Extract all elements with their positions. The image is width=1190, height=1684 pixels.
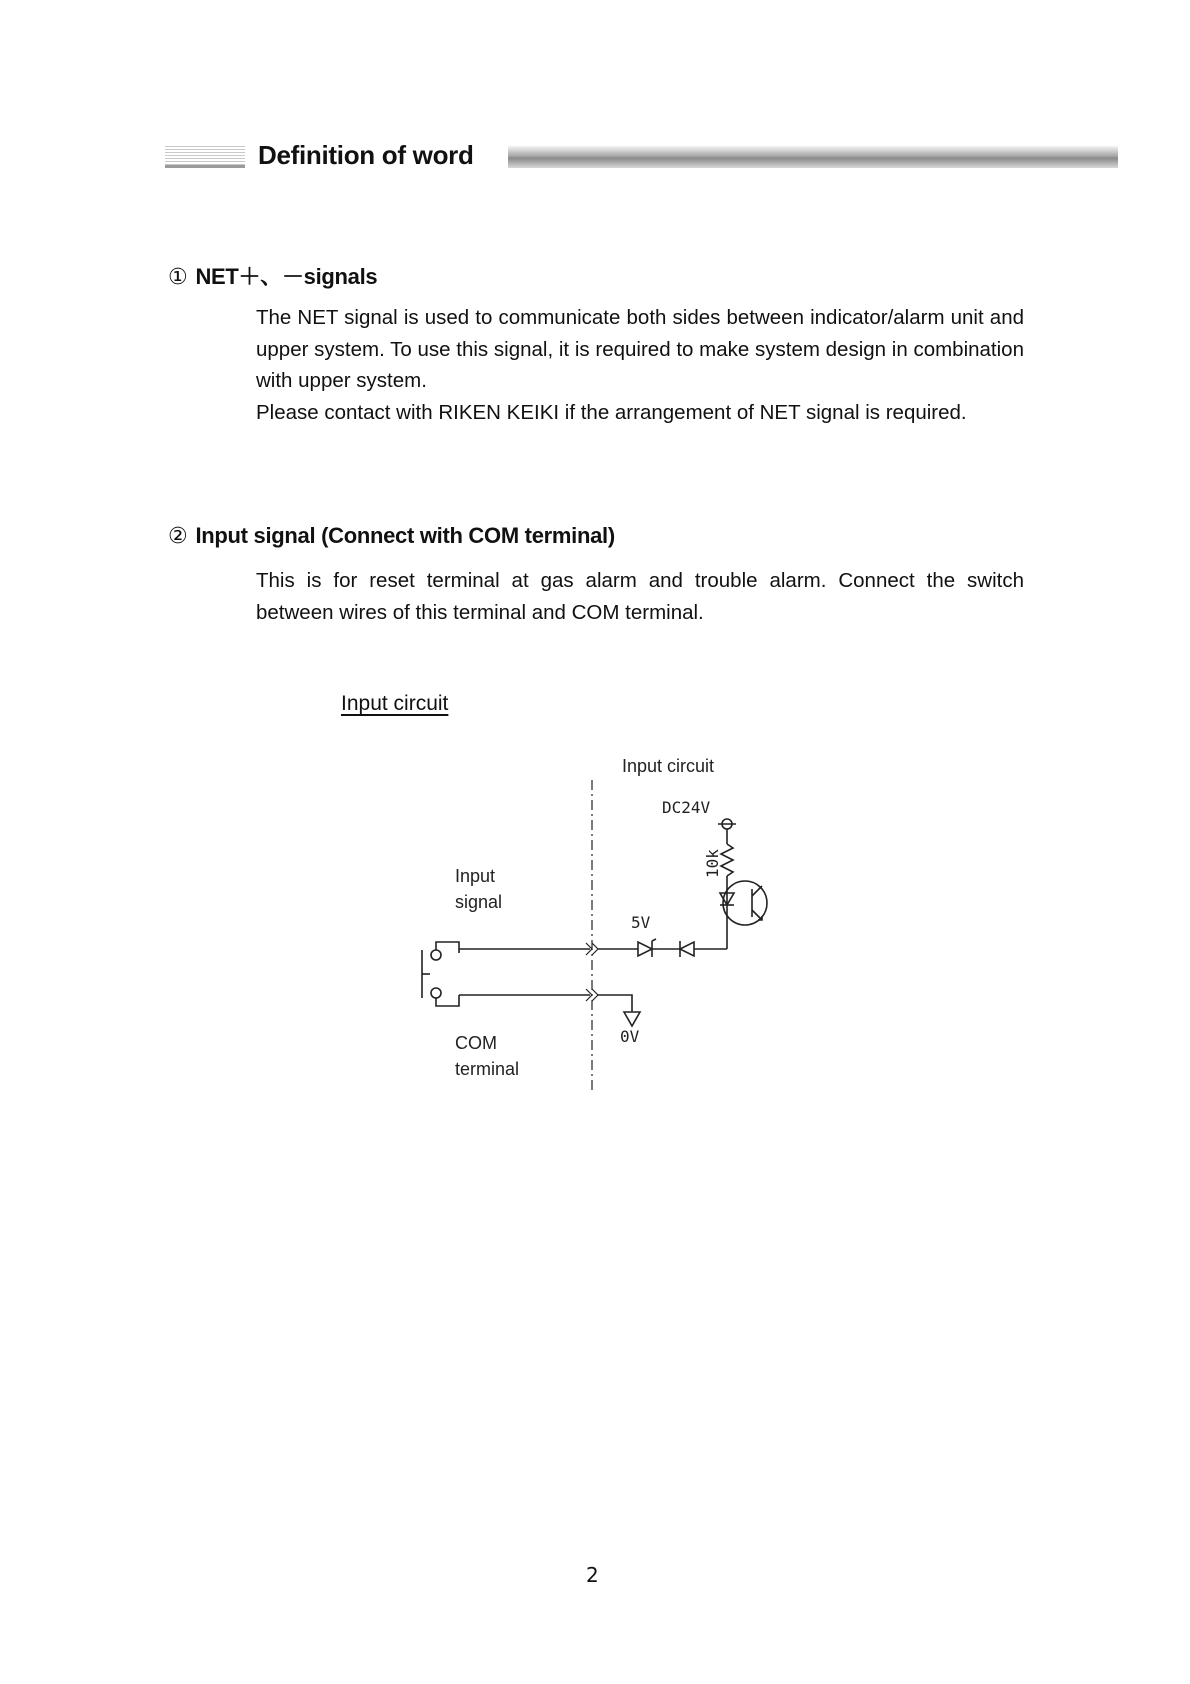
section-rule-left <box>165 146 245 168</box>
item2-number: ② <box>168 523 188 548</box>
photocoupler-transistor-collector <box>752 886 762 896</box>
photocoupler-transistor-emitter <box>752 910 762 920</box>
input-signal-label-line1: Input <box>455 866 496 886</box>
supply-label: DC24V <box>662 798 711 817</box>
zener-label: 5V <box>631 913 651 932</box>
ground-label: 0V <box>620 1027 640 1046</box>
item2-heading <box>168 523 615 549</box>
resistor-label: 10k <box>703 849 722 878</box>
item2-paragraph: This is for reset terminal at gas alarm and trouble alarm. Connect the switch between wires of this terminal and COM terminal. <box>256 569 1024 624</box>
item1-title: NET＋、－signals <box>195 264 378 289</box>
resistor-10k <box>721 844 733 876</box>
switch-contact-bottom <box>431 988 441 998</box>
item2-title: Input signal (Connect with COM terminal) <box>195 523 615 548</box>
item2-body <box>256 565 1024 628</box>
switch-contact-top <box>431 950 441 960</box>
blocking-diode <box>680 942 694 956</box>
item1-heading <box>168 260 377 291</box>
input-signal-label-line2: signal <box>455 892 503 912</box>
ground-symbol <box>624 1012 640 1026</box>
item1-paragraph: Please contact with RIKEN KEIKI if the arrangement of NET signal is required. <box>256 400 967 424</box>
com-terminal-label-line1: COM <box>455 1033 497 1053</box>
input-circuit-diagram <box>400 740 820 1100</box>
item1-number: ① <box>168 264 188 289</box>
zener-diode <box>638 942 652 956</box>
item1-paragraph: The NET signal is used to communicate both sides between indicator/alarm unit and upper system. To use this signal, it is required to make system design in combination with upper system. <box>256 306 1024 392</box>
figure-title: Input circuit <box>341 692 449 715</box>
section-title: Definition of word <box>258 140 474 170</box>
zener-bar <box>652 939 656 957</box>
circuit-side-label: Input circuit <box>622 756 715 776</box>
page-number: 2 <box>586 1563 599 1587</box>
section-rule-right <box>508 146 1118 168</box>
item1-body <box>256 302 1024 428</box>
com-terminal-label-line2: terminal <box>455 1059 520 1079</box>
com-wire-inner <box>598 995 632 1012</box>
